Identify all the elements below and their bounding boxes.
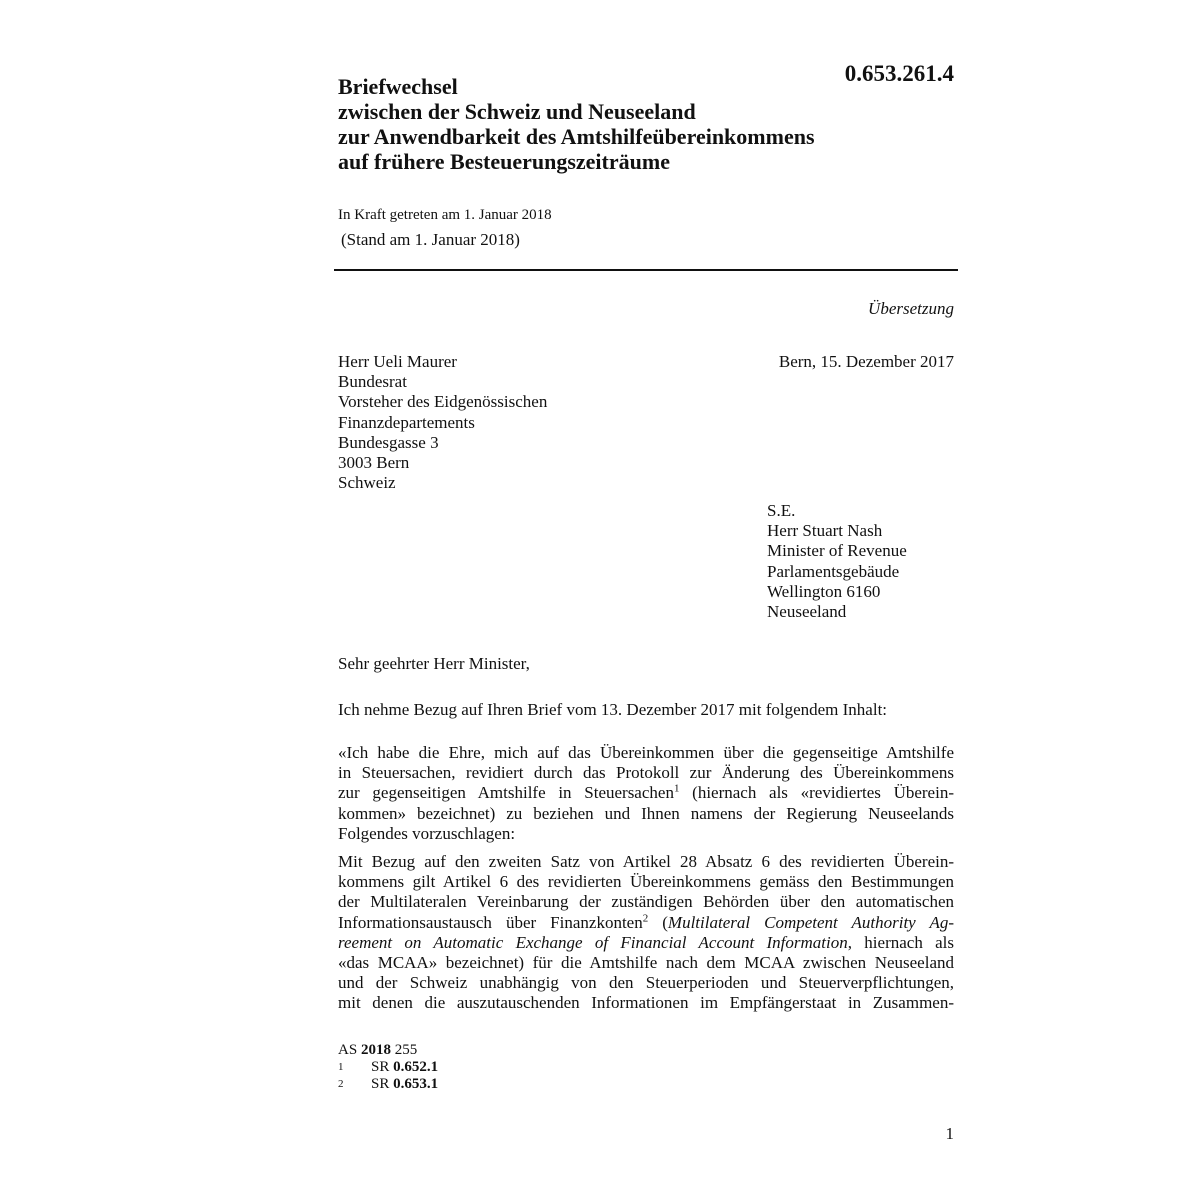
sender-address [338, 352, 638, 493]
sr-number: 0.653.261.4 [844, 61, 954, 86]
footnote-item [338, 1059, 738, 1076]
footnote-prefix: SR [371, 1076, 394, 1092]
recipient-line: Neuseeland [767, 602, 847, 622]
sender-line: Vorsteher des Eidgenössischen [338, 392, 548, 412]
footnote-number: 2 [338, 1078, 344, 1090]
text-line: der Multilateralen Vereinbarung der zuständigen Behörden über den automatischen [338, 892, 954, 912]
text-line: kommen» bezeichnet) zu beziehen und Ihnen namens der Regierung Neuseelands [338, 803, 954, 823]
text-line: «das MCAA» bezeichnet) für die Amtshilfe nach dem MCAA zwischen Neuseeland [338, 953, 954, 973]
sender-line: Herr Ueli Maurer [338, 352, 457, 371]
recipient-line: Minister of Revenue [767, 541, 907, 561]
footnote-item [338, 1076, 738, 1093]
sender-line: Finanzdepartements [338, 412, 475, 432]
text-line [338, 913, 954, 933]
italic-fragment: Multilateral Competent Authority Ag- [667, 912, 954, 932]
footnote-ref[interactable]: 2 [642, 912, 649, 924]
text-line: Folgendes vorzuschlagen: [338, 823, 516, 843]
text-line: Mit Bezug auf den zweiten Satz von Artikel 28 Absatz 6 des revidierten Überein- [338, 852, 954, 871]
text-line: mit denen die auszutauschenden Informationen im Empfängerstaat in Zusammen- [338, 993, 954, 1013]
text-line [338, 783, 954, 803]
text-fragment: Informationsaustausch über Finanzkonten [338, 912, 643, 932]
quoted-paragraph [338, 743, 954, 844]
as-page: 255 [390, 1042, 418, 1058]
main-paragraph [338, 852, 954, 1014]
text-line: kommens gilt Artikel 6 des revidierten Übereinkommens gemäss den Bestimmungen [338, 872, 954, 892]
text-line: «Ich habe die Ehre, mich auf das Übereinkommen über die gegenseitige Amtshilfe [338, 743, 954, 762]
text-line: in Steuersachen, revidiert durch das Protokoll zur Änderung des Übereinkommens [338, 763, 954, 783]
footnote-prefix: SR [371, 1059, 394, 1075]
recipient-line: S.E. [767, 501, 796, 520]
italic-fragment: reement on Automatic Exchange of Financial Account Information [338, 932, 848, 952]
footnote-link[interactable]: 0.653.1 [393, 1076, 439, 1092]
text-line: und der Schweiz unabhängig von den Steuerperioden und Steuerverpflichtungen, [338, 973, 954, 993]
text-fragment: zur gegenseitigen Amtshilfe in Steuersachen [338, 783, 674, 803]
as-year: 2018 [360, 1042, 391, 1058]
page-number: 1 [945, 1124, 954, 1143]
as-prefix: AS [338, 1042, 361, 1058]
sender-line: Bundesrat [338, 372, 407, 392]
header-divider [334, 269, 958, 271]
salutation: Sehr geehrter Herr Minister, [338, 654, 530, 673]
text-fragment: (hiernach als «revidiertes Überein- [679, 783, 954, 803]
place-date: Bern, 15. Dezember 2017 [778, 352, 954, 371]
footnote-number: 1 [338, 1061, 344, 1073]
title-line: zur Anwendbarkeit des Amtshilfeübereinkommens [338, 124, 815, 149]
recipient-line: Wellington 6160 [767, 581, 881, 601]
footnote-link[interactable]: 0.652.1 [393, 1059, 439, 1075]
recipient-line: Parlamentsgebäude [767, 561, 900, 581]
text-fragment: , hiernach als [847, 932, 954, 952]
title-line: auf frühere Besteuerungszeiträume [338, 149, 670, 174]
title-line: zwischen der Schweiz und Neuseeland [338, 99, 696, 124]
sender-line: Schweiz [338, 473, 396, 493]
intro-paragraph: Ich nehme Bezug auf Ihren Brief vom 13. Dezember 2017 mit folgendem Inhalt: [338, 700, 888, 719]
status-date: (Stand am 1. Januar 2018) [341, 230, 520, 249]
text-line [338, 933, 954, 953]
translation-note: Übersetzung [868, 299, 954, 318]
recipient-line: Herr Stuart Nash [767, 521, 883, 541]
footnote-ref[interactable]: 1 [673, 783, 680, 795]
sender-line: Bundesgasse 3 [338, 432, 439, 452]
title-line: Briefwechsel [338, 74, 458, 99]
document-title [338, 74, 938, 174]
text-fragment: ( [648, 912, 668, 932]
in-force-date: In Kraft getreten am 1. Januar 2018 [338, 207, 552, 223]
recipient-address [767, 501, 957, 622]
official-collection-ref [338, 1042, 738, 1059]
footnotes [338, 1042, 738, 1093]
sender-line: 3003 Bern [338, 453, 410, 473]
